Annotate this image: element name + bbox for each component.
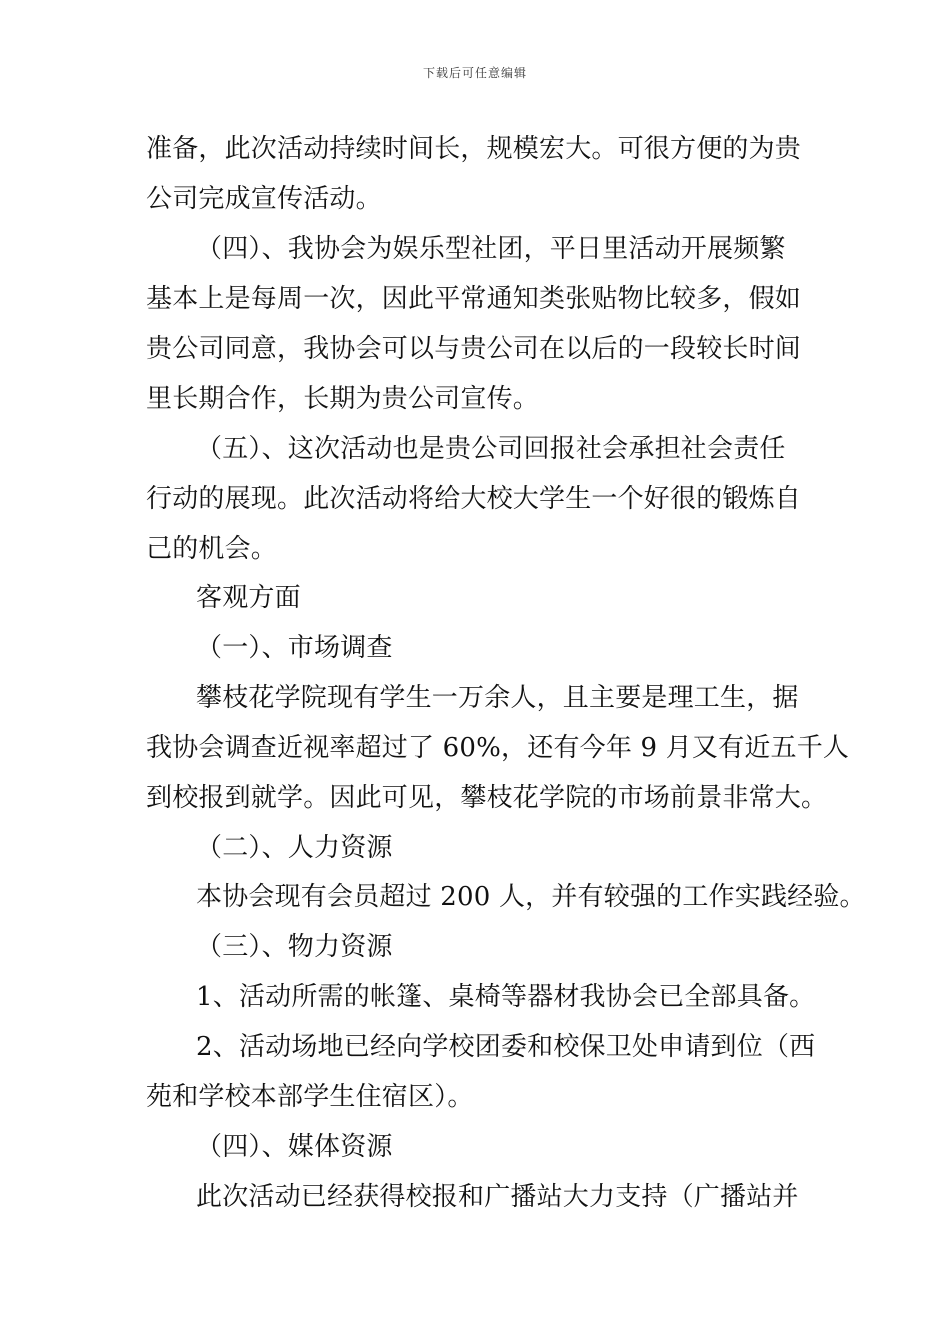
- text-line: 我协会调查近视率超过了 60%，还有今年 9 月又有近五千人: [146, 733, 850, 763]
- section-heading: 客观方面: [196, 583, 301, 613]
- text-line: 基本上是每周一次，因此平常通知类张贴物比较多，假如: [146, 284, 802, 314]
- text-line: 苑和学校本部学生住宿区）。: [146, 1082, 474, 1112]
- text-line: 攀枝花学院现有学生一万余人，且主要是理工生，据: [196, 683, 799, 713]
- text-line: （四）、我协会为娱乐型社团，平日里活动开展频繁: [196, 234, 786, 264]
- text-line: 己的机会。: [146, 534, 278, 564]
- page-header: 下载后可任意编辑: [422, 66, 527, 80]
- subsection-heading: （二）、人力资源: [196, 833, 393, 863]
- subsection-heading: （一）、市场调查: [196, 633, 393, 663]
- subsection-heading: （四）、媒体资源: [196, 1132, 393, 1162]
- text-line: 准备，此次活动持续时间长，规模宏大。可很方便的为贵: [146, 134, 802, 164]
- text-line: 2、活动场地已经向学校团委和校保卫处申请到位（西: [196, 1032, 816, 1062]
- text-line: 1、活动所需的帐篷、桌椅等器材我协会已全部具备。: [196, 982, 816, 1012]
- text-line: 公司完成宣传活动。: [146, 184, 382, 214]
- text-line: 里长期合作，长期为贵公司宣传。: [146, 384, 540, 414]
- text-line: 本协会现有会员超过 200 人，并有较强的工作实践经验。: [196, 882, 866, 912]
- text-line: （五）、这次活动也是贵公司回报社会承担社会责任: [196, 434, 786, 464]
- text-line: 行动的展现。此次活动将给大校大学生一个好很的锻炼自: [146, 484, 802, 514]
- text-line: 到校报到就学。因此可见，攀枝花学院的市场前景非常大。: [146, 783, 828, 813]
- subsection-heading: （三）、物力资源: [196, 932, 393, 962]
- text-line: 此次活动已经获得校报和广播站大力支持（广播站并: [196, 1182, 799, 1212]
- text-line: 贵公司同意，我协会可以与贵公司在以后的一段较长时间: [146, 334, 802, 364]
